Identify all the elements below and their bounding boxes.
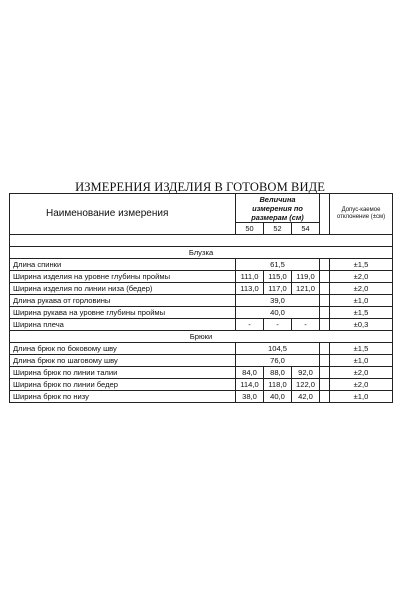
tolerance-column-header: Допус-каемое отклонение (±см) — [330, 194, 393, 235]
size-group-header: Величина измерения по размерам (см) — [236, 194, 320, 223]
blank-column-header — [320, 194, 330, 235]
size-header: 54 — [292, 223, 320, 235]
measurement-value: 76,0 — [236, 355, 320, 367]
tolerance-value: ±1,5 — [330, 343, 393, 355]
blank-cell — [320, 295, 330, 307]
measurement-value: 61,5 — [236, 259, 320, 271]
tolerance-value: ±1,0 — [330, 391, 393, 403]
measurement-value: 117,0 — [264, 283, 292, 295]
blank-cell — [320, 355, 330, 367]
tolerance-value: ±2,0 — [330, 283, 393, 295]
blank-cell — [320, 391, 330, 403]
table-row — [10, 283, 393, 295]
tolerance-value: ±2,0 — [330, 367, 393, 379]
tolerance-value: ±2,0 — [330, 271, 393, 283]
tolerance-value: ±1,0 — [330, 355, 393, 367]
measurement-name: Длина брюк по боковому шву — [10, 343, 236, 355]
measurement-value: 39,0 — [236, 295, 320, 307]
section-title: Блузка — [10, 247, 393, 259]
measurement-name: Ширина изделия на уровне глубины проймы — [10, 271, 236, 283]
measurement-value: 42,0 — [292, 391, 320, 403]
measurement-name: Длина рукава от горловины — [10, 295, 236, 307]
table-row — [10, 271, 393, 283]
section-header-row — [10, 247, 393, 259]
size-header: 50 — [236, 223, 264, 235]
table-row — [10, 379, 393, 391]
blank-cell — [320, 307, 330, 319]
measurement-value: 40,0 — [236, 307, 320, 319]
table-row — [10, 367, 393, 379]
measurement-value: 119,0 — [292, 271, 320, 283]
tolerance-value: ±1,5 — [330, 307, 393, 319]
blank-cell — [320, 271, 330, 283]
measurement-value: - — [264, 319, 292, 331]
measurement-value: 114,0 — [236, 379, 264, 391]
measurement-value: 113,0 — [236, 283, 264, 295]
measurement-name: Ширина плеча — [10, 319, 236, 331]
header-row — [10, 194, 393, 223]
tolerance-value: ±1,5 — [330, 259, 393, 271]
measurement-value: 92,0 — [292, 367, 320, 379]
table-row — [10, 343, 393, 355]
measurement-name: Ширина изделия по линии низа (бедер) — [10, 283, 236, 295]
blank-cell — [320, 259, 330, 271]
table-row — [10, 307, 393, 319]
size-header: 52 — [264, 223, 292, 235]
tolerance-value: ±1,0 — [330, 295, 393, 307]
tolerance-value: ±2,0 — [330, 379, 393, 391]
measurement-value: 84,0 — [236, 367, 264, 379]
tolerance-value: ±0,3 — [330, 319, 393, 331]
measurement-value: 38,0 — [236, 391, 264, 403]
section-title: Брюки — [10, 331, 393, 343]
measurement-name: Ширина рукава на уровне глубины проймы — [10, 307, 236, 319]
measurement-value: 40,0 — [264, 391, 292, 403]
blank-cell — [320, 343, 330, 355]
measurements-table — [9, 193, 393, 403]
table-row — [10, 295, 393, 307]
blank-cell — [320, 283, 330, 295]
measurement-name: Ширина брюк по линии бедер — [10, 379, 236, 391]
blank-cell — [320, 367, 330, 379]
measurement-name: Длина брюк по шаговому шву — [10, 355, 236, 367]
measurement-name: Длина спинки — [10, 259, 236, 271]
measurement-value: 118,0 — [264, 379, 292, 391]
measurement-name: Ширина брюк по линии талии — [10, 367, 236, 379]
name-column-header: Наименование измерения — [10, 194, 236, 235]
section-header-row — [10, 331, 393, 343]
measurement-value: 104,5 — [236, 343, 320, 355]
measurement-value: 115,0 — [264, 271, 292, 283]
table-row — [10, 355, 393, 367]
table-row — [10, 391, 393, 403]
table-body — [10, 235, 393, 403]
measurement-name: Ширина брюк по низу — [10, 391, 236, 403]
document-title: ИЗМЕРЕНИЯ ИЗДЕЛИЯ В ГОТОВОМ ВИДЕ — [75, 180, 325, 194]
table-row — [10, 319, 393, 331]
measurement-value: 121,0 — [292, 283, 320, 295]
measurement-value: 88,0 — [264, 367, 292, 379]
measurement-value: 111,0 — [236, 271, 264, 283]
blank-cell — [320, 379, 330, 391]
table-row — [10, 259, 393, 271]
spacer-row — [10, 235, 393, 247]
measurement-value: - — [236, 319, 264, 331]
measurement-value: 122,0 — [292, 379, 320, 391]
blank-cell — [320, 319, 330, 331]
measurement-value: - — [292, 319, 320, 331]
